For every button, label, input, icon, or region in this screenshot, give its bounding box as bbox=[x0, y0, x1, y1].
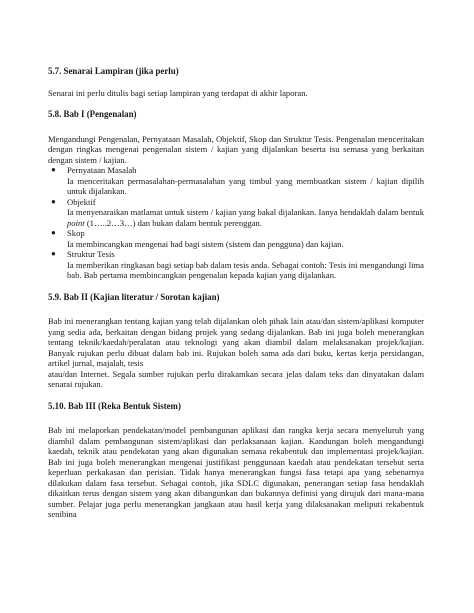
section-heading-5-8: 5.8. Bab I (Pengenalan) bbox=[48, 109, 137, 119]
bullet-body: Ia menyenaraikan matlamat untuk sistem / kajian yang bakal dijalankan. Ianya hendaklah dalam bentuk point (1…..2…3…) dan bukan dalam bentuk perenggan. bbox=[67, 207, 424, 228]
bullet-dot-icon: ● bbox=[51, 165, 56, 174]
italic-word: point bbox=[67, 217, 85, 228]
document-page bbox=[48, 66, 424, 520]
bullet-title: Struktur Tesis bbox=[67, 249, 115, 259]
bullet-item-struktur-tesis bbox=[48, 249, 424, 281]
bullet-item-pernyataan-masalah bbox=[48, 165, 424, 197]
section-heading-5-7: 5.7. Senarai Lampiran (jika perlu) bbox=[48, 66, 179, 76]
bullet-item-objektif bbox=[48, 197, 424, 229]
section-heading-5-10: 5.10. Bab III (Reka Bentuk Sistem) bbox=[48, 400, 181, 411]
bullet-title: Skop bbox=[67, 228, 85, 238]
bullet-title: Objektif bbox=[67, 196, 96, 207]
section-text-5-7: Senarai ini perlu ditulis bagi setiap lampiran yang terdapat di akhir laporan. bbox=[48, 87, 308, 98]
section-para-5-9-b: atau/dan Internet. Segala sumber rujukan perlu dirakamkan secara jelas dalam teks dan dinyatakan dalam senarai rujukan. bbox=[48, 368, 424, 389]
bullet-dot-icon: ● bbox=[51, 249, 56, 258]
bullet-dot-icon: ● bbox=[51, 196, 56, 206]
bullet-body: Ia membincangkan mengenai had bagi sistem (sistem dan pengguna) dan kajian. bbox=[67, 238, 344, 249]
bullet-item-skop bbox=[48, 228, 424, 249]
bullet-body: Ia memberikan ringkasan bagi setiap bab dalam tesis anda. Sebagai contoh: Tesis ini mengandungi lima bab. Bab pertama membincangkan pengenalan kepada kajian yang dijalankan. bbox=[67, 259, 424, 280]
bullet-body: Ia menceritakan permasalahan-permasalahan yang timbul yang membuatkan sistem / kajian dipilih untuk dijalankan. bbox=[67, 175, 424, 196]
section-heading-5-9: 5.9. Bab II (Kajian literatur / Sorotan kajian) bbox=[48, 291, 220, 302]
section-para-5-10: Bab ini melaporkan pendekatan/model pembangunan aplikasi dan rangka kerja secara menyeluruh yang diambil dalam pembangunan sistem/aplikasi dan perlaksanaan kajian. Kandungan boleh mengandungi kaedah, teknik atau pendekatan yang akan digunakan semasa rekabentuk dan implementasi projek/kajian. Bab ini juga boleh menerangkan mengenai justifikasi penggunaan kaedah atau pendekatan tersebut serta keperluan perkakasan dan perisian. Tidak hanya menerangkan fungsi fasa tetapi apa yang sebenarnya dilakukan dalam fasa tersebut. Sebagai contoh, jika SDLC digunakan, penerangan setiap fasa hendaklah dikaitkan terus dengan sistem yang akan dibangunkan dan bukannya definisi yang dirujuk dari mana-mana sumber. Pelajar juga perlu menerangkan jangkaan atau hasil kerja yang dilaksanakan meliputi rekabentuk senibina bbox=[48, 425, 424, 519]
bullet-title: Pernyataan Masalah bbox=[67, 165, 137, 175]
section-para-5-9-a: Bab ini menerangkan tentang kajian yang telah dijalankan oleh pihak lain atau/dan sistem/aplikasi komputer yang sedia ada, berkaitan dengan bidang projek yang sedang dijalankan. Bab ini juga boleh menerangkan tentang teknik/kaedah/peralatan atau teknologi yang akan diambil dalam melaksanakan projek/kajian. Banyak rujukan perlu dibuat dalam bab ini. Rujukan boleh sama ada dari buku, kertas kerja persidangan, artikel jurnal, majalah, tesis bbox=[48, 316, 424, 368]
section-intro-5-8: Mengandungi Pengenalan, Pernyataan Masalah, Objektif, Skop dan Struktur Tesis. Pengenalan menceritakan dengan ringkas mengenai pengenalan sistem / kajian yang dijalankan beserta isu semasa yang berkaitan dengan sistem / kajian. bbox=[48, 133, 424, 165]
bullet-dot-icon: ● bbox=[51, 228, 56, 237]
